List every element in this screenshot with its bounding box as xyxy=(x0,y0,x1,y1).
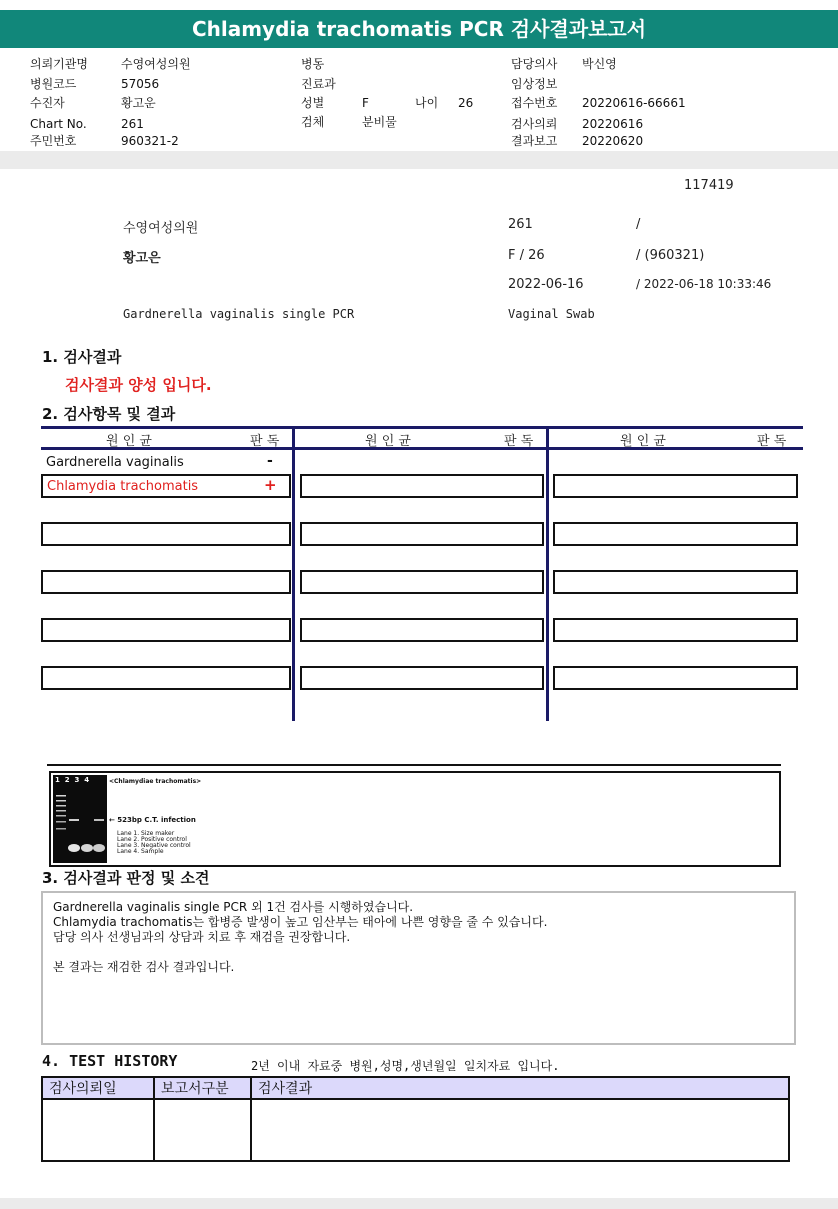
empty-result-box xyxy=(300,618,544,642)
report-value: 20220620 xyxy=(582,134,644,148)
specimen-value: 분비물 xyxy=(362,115,397,129)
hospital-value: 수영여성의원 xyxy=(121,57,191,71)
empty-result-box xyxy=(300,474,544,498)
info-name: 황고은 xyxy=(123,251,161,266)
info-chart: 261 xyxy=(508,217,533,232)
info-specimen: Vaginal Swab xyxy=(508,307,595,321)
chart-label: Chart No. xyxy=(30,117,87,131)
empty-result-box xyxy=(553,570,798,594)
info-datetime-report: / 2022-06-18 10:33:46 xyxy=(636,277,772,291)
history-cell xyxy=(251,1099,789,1161)
items-top-rule xyxy=(41,426,803,429)
info-birth: / (960321) xyxy=(636,248,705,263)
history-note: 2년 이내 자료중 병원,성명,생년월일 일치자료 입니다. xyxy=(251,1059,560,1073)
info-slash: / xyxy=(636,217,641,232)
opinion-line: 담당 의사 선생님과의 상담과 치료 후 재검을 권장합니다. xyxy=(53,930,351,944)
ssn-label: 주민번호 xyxy=(30,134,77,148)
empty-result-box xyxy=(41,666,291,690)
receipt-label: 접수번호 xyxy=(511,96,558,110)
info-date-request: 2022-06-16 xyxy=(508,277,584,292)
doctor-value: 박신영 xyxy=(582,57,617,71)
empty-result-box xyxy=(553,666,798,690)
col-pathogen-2: 원 인 균 xyxy=(365,434,411,449)
section-items-title: 2. 검사항목 및 결과 xyxy=(42,405,176,423)
opinion-line: 본 결과는 재검한 검사 결과입니다. xyxy=(53,960,235,974)
opinion-box xyxy=(41,891,796,1045)
empty-result-box xyxy=(300,522,544,546)
history-col-result: 검사결과 xyxy=(251,1077,789,1099)
pathogen-result: - xyxy=(267,453,273,469)
empty-result-box xyxy=(41,522,291,546)
empty-result-box xyxy=(553,522,798,546)
empty-result-box xyxy=(553,474,798,498)
info-test-name: Gardnerella vaginalis single PCR xyxy=(123,307,355,321)
gel-electrophoresis-image xyxy=(53,775,107,863)
age-label: 나이 xyxy=(415,96,439,110)
pathogen-result-positive: + xyxy=(264,476,277,494)
ssn-value: 960321-2 xyxy=(121,134,179,148)
code-label: 병원코드 xyxy=(30,77,77,91)
empty-result-box xyxy=(300,570,544,594)
col-judge-3: 판 독 xyxy=(757,434,787,449)
col-judge-2: 판 독 xyxy=(504,434,534,449)
patient-value: 황고운 xyxy=(121,96,156,110)
header-divider xyxy=(0,151,838,169)
gel-title: <Chlamydiae trachomatis> xyxy=(109,778,202,785)
col-pathogen-3: 원 인 균 xyxy=(620,434,666,449)
chart-value: 261 xyxy=(121,117,144,131)
request-value: 20220616 xyxy=(582,117,644,131)
gel-lane-4: Lane 4. Sample xyxy=(117,848,164,855)
doctor-label: 담당의사 xyxy=(511,57,558,71)
column-divider-1 xyxy=(292,426,295,721)
empty-result-box xyxy=(41,570,291,594)
request-label: 검사의뢰 xyxy=(511,117,558,131)
sex-value: F xyxy=(362,96,369,110)
history-col-request-date: 검사의뢰일 xyxy=(42,1077,154,1099)
col-pathogen-1: 원 인 균 xyxy=(106,434,152,449)
pathogen-name: Gardnerella vaginalis xyxy=(46,455,184,470)
clinical-label: 임상정보 xyxy=(511,77,558,91)
age-value: 26 xyxy=(458,96,474,110)
items-header-rule xyxy=(41,447,803,450)
history-col-report-type: 보고서구분 xyxy=(154,1077,251,1099)
hospital-label: 의뢰기관명 xyxy=(30,57,88,71)
history-table xyxy=(41,1076,790,1162)
report-number: 117419 xyxy=(684,178,734,193)
gel-lane-1: Lane 1. Size maker xyxy=(117,830,175,837)
receipt-value: 20220616-66661 xyxy=(582,96,686,110)
history-cell xyxy=(42,1099,154,1161)
result-summary: 검사결과 양성 입니다. xyxy=(65,376,212,394)
column-divider-2 xyxy=(546,426,549,721)
gel-lane-2: Lane 2. Positive control xyxy=(117,836,187,843)
info-sex-age: F / 26 xyxy=(508,248,545,263)
gel-top-rule xyxy=(47,764,781,766)
section-result-title: 1. 검사결과 xyxy=(42,348,122,366)
code-value: 57056 xyxy=(121,77,160,91)
specimen-label: 검체 xyxy=(301,115,325,129)
history-cell xyxy=(154,1099,251,1161)
section-opinion-title: 3. 검사결과 판정 및 소견 xyxy=(42,869,210,887)
empty-result-box xyxy=(300,666,544,690)
patient-label: 수진자 xyxy=(30,96,65,110)
pathogen-name-positive: Chlamydia trachomatis xyxy=(47,479,199,494)
report-label: 결과보고 xyxy=(511,134,558,148)
footer-bar xyxy=(0,1198,838,1209)
sex-label: 성별 xyxy=(301,96,325,110)
gel-lane-numbers: 1 2 3 4 xyxy=(55,776,90,784)
section-history-title: 4. TEST HISTORY xyxy=(42,1052,178,1070)
opinion-line: Chlamydia trachomatis는 합병증 발생이 높고 임산부는 태아에 나쁜 영향을 줄 수 있습니다. xyxy=(53,915,548,929)
report-title: Chlamydia trachomatis PCR 검사결과보고서 xyxy=(0,10,838,48)
info-clinic: 수영여성의원 xyxy=(123,221,199,236)
gel-band-label: ← 523bp C.T. infection xyxy=(109,816,196,824)
empty-result-box xyxy=(41,618,291,642)
ward-label: 병동 xyxy=(301,57,325,71)
col-judge-1: 판 독 xyxy=(250,434,280,449)
empty-result-box xyxy=(553,618,798,642)
opinion-line: Gardnerella vaginalis single PCR 외 1건 검사를 시행하였습니다. xyxy=(53,900,414,914)
dept-label: 진료과 xyxy=(301,77,336,91)
opinion-spacer xyxy=(53,945,784,960)
gel-lane-3: Lane 3. Negative control xyxy=(117,842,191,849)
